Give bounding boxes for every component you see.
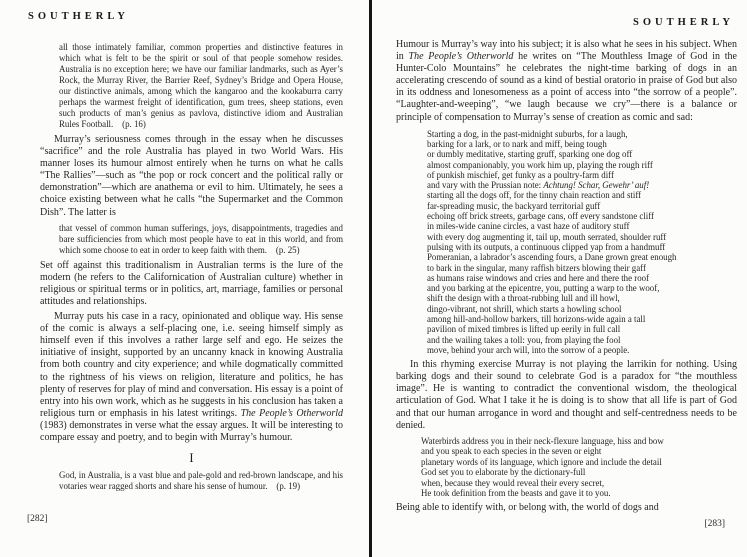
- page-number-left: [282]: [27, 514, 48, 524]
- italic-text: Achtung! Schar, Gewehr’ auf!: [543, 180, 650, 191]
- paragraph-seriousness: Murray’s seriousness comes through in the essay when he discusses “sacrifice” and the role Australia has played in two World Wars. His manner loses its humour almost entirely when he turns on what he calls “The Rallies”—such as “the pop or rock concert and the political rally or demonstration”—which are anathema or evil to him. Ultimately, he sees a choice existing between what he calls “the Supermarket and the Common Dish”. The latter is: [40, 134, 343, 218]
- poem-line: echoing off brick streets, garbage cans, off every sandstone cliff: [427, 211, 654, 222]
- running-head-right: SOUTHERLY: [633, 17, 734, 28]
- poem-line: and the wailing takes a toll: you, from playing the fool: [427, 334, 621, 345]
- poem-line: or dumbly meditative, starting gruff, sparking one dog off: [427, 149, 633, 160]
- poem-block-dogs: [427, 129, 737, 356]
- page-gutter-line: [369, 0, 372, 557]
- closing-line: Being able to identify with, or belong with, the world of dogs and: [396, 501, 659, 513]
- right-page-body: [396, 36, 737, 514]
- paragraph-humour-subject: Humour is Murray’s way into his subject; it is also what he sees in his subject. When in The People’s Otherworld he writes on “The Mouthless Image of God in the Hunter-Colo Mountains” he celebrates the night-time barking of dogs in an accelerating crescendo of sound as a kind of bestial oratorio in praise of God but also in its oddness and lonesomeness as a point of access into “the sorrow of a people”. “Laughter-and-weeping”, “we laugh because we cry”—there is a balance or principle of compensation to Murray’s sense of creation as comic and sad:: [396, 39, 737, 123]
- poem-line: Starting a dog, in the past-midnight suburbs, for a laugh,: [427, 128, 628, 139]
- block-quote-familiar-properties: all those intimately familiar, common properties and distinctive features in which what is felt to be the spirit or soul of that people somehow resides. Australia is no exception here; we have our familiar landmarks, such as Ayer’s Rock, the Murray River, the Barrier Reef, Sydney’s Bridge and Opera House, our distinctive animals, among which the kangaroo and the kookaburra carry perhaps the warmest freight of identification, gum trees, sheep stations, even such products of man’s genius as pavlova, distinctive idiom and Australian Rules Football. (p. 16): [59, 42, 343, 129]
- quote-line: He took definition from the beasts and gave it to you.: [421, 488, 611, 499]
- poem-line: barking for a lark, or to nark and miff, being tough: [427, 138, 607, 149]
- poem-line: in miles-wide canine circles, a vast haze of auditory stuff: [427, 221, 630, 232]
- poem-line: dingo-vibrant, not shrill, which starts a howling school: [427, 303, 622, 314]
- poem-line: and you barking at the epicentre, you, putting a warp to the woof,: [427, 283, 660, 294]
- italic-text: The People’s Otherworld: [240, 407, 343, 419]
- poem-line: pulsing with its outputs, a continuous clipped yap from a handmuff: [427, 241, 666, 252]
- paragraph-racy-case: Murray puts his case in a racy, opinionated and oblique way. His sense of the comic is always a self-placing one, i.e. seeing himself simply as himself even if this involves a rather large self and ego. He seizes the initiative of insight, supported by an uncanny knack in knowing Australia from both country and city experience; and while dogmatically committed to the rightness of his views on religion, literature and politics, he has plenty of reserves for play of mind and conversation. His essay is a point of entry into his own work, which as he suggests in his conclusion has taken a religious turn or emphasis in his latest writings. The People’s Otherworld (1983) demonstrates in verse what the essay argues. It will be interesting to compare essay and poetry, and to begin with Murray’s humour.: [40, 311, 343, 443]
- poem-line: with every dog augmenting it, tail up, mouth serrated, shoulder ruff: [427, 231, 667, 242]
- poem-line: among hill-and-hollow barkers, till horizons-wide again a tall: [427, 314, 646, 324]
- poem-line: of punkish mischief, get funky as a poultry-farm diff: [427, 169, 614, 180]
- block-quote-waterbirds: [421, 436, 737, 499]
- poem-line: starting all the dogs off, for the tinny chain reaction and stiff: [427, 190, 642, 201]
- block-quote-common-dish: that vessel of common human sufferings, joys, disappointments, tragedies and bare sufficiencies from which most people have to eat in this world, and from which some choose to eat in order to keep faith with them. (p. 25): [59, 222, 343, 255]
- quote-line: when, because they would reveal their every secret,: [421, 477, 605, 488]
- poem-line: far-spreading music, the backyard territorial guff: [427, 200, 601, 211]
- poem-line: shift the design with a throat-rubbing lull and ill howl,: [427, 293, 620, 304]
- paragraph-traditionalism: Set off against this traditionalism in Australian terms is the lure of the modern (he refers to the Californication of Australian culture) whether in religious or spiritual terms or in politics, art, marriage, families or personal attitudes and relationships.: [40, 259, 343, 307]
- quote-line: and you speak to each species in the seven or eight: [421, 446, 602, 457]
- poem-line: and vary with the Prussian note: Achtung! Schar, Gewehr’ auf!: [427, 180, 650, 191]
- page-number-right: [283]: [704, 519, 725, 529]
- italic-text: The People’s Otherworld: [408, 51, 514, 63]
- poem-line: pavilion of mixed timbres is lifted up eerily in full call: [427, 324, 621, 335]
- paragraph-rhyming-exercise: In this rhyming exercise Murray is not playing the larrikin for nothing. Using barking dogs and their sound to celebrate God is a paradox for “the mouthless image”. He is wanting to contradict the conventional wisdom, the theological articulation of God. What I take it he is doing is to show that all life is part of God and that our human arrogance in word and thought and self-centredness needs to be denied.: [396, 359, 737, 431]
- poem-line: almost companionably, you work him up, playing the rough riff: [427, 159, 653, 170]
- poem-line: move, behind your arch will, into the sorrow of a people.: [427, 344, 630, 355]
- poem-line: Pomeranian, a labrador’s ascending fours, a Dane grown great enough: [427, 252, 677, 263]
- poem-line: as humans raise windows and cries and here and there the roof: [427, 272, 650, 283]
- poem-line: to bark in the singular, many raffish bitzers blowing their gaff: [427, 262, 646, 273]
- left-page-body: [40, 38, 343, 496]
- section-heading-one: I: [189, 451, 194, 466]
- running-head-left: SOUTHERLY: [28, 11, 129, 22]
- quote-line: planetary words of its language, which ignore and include the detail: [421, 456, 662, 467]
- quote-line: God set you to elaborate by the dictionary-full: [421, 467, 586, 478]
- block-quote-god-in-australia: God, in Australia, is a vast blue and pale-gold and red-brown landscape, and his votaries wear ragged shorts and share his sense of humour. (p. 19): [59, 470, 343, 492]
- quote-line: Waterbirds address you in their neck-flexure language, hiss and bow: [421, 435, 664, 446]
